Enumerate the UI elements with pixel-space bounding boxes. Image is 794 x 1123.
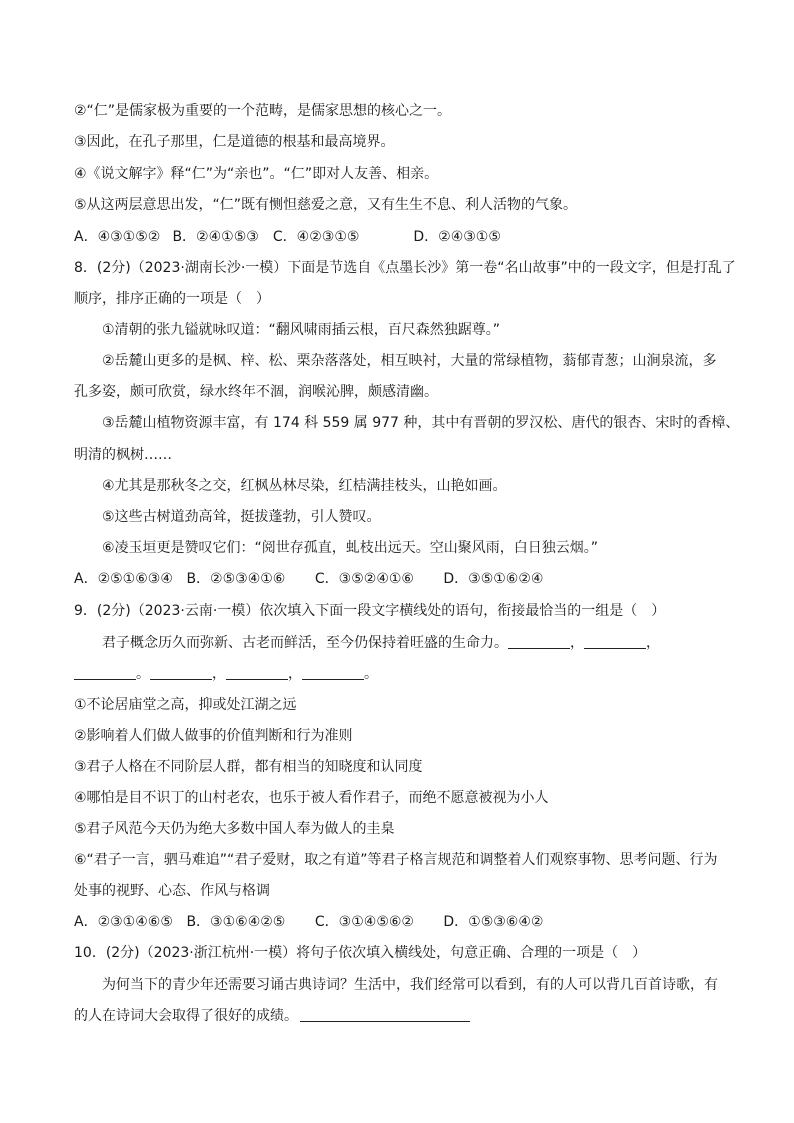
q7-option-c[interactable]: C．④②③①⑤ xyxy=(272,229,360,245)
q9-passage-line-2: 。 ， ， 。 xyxy=(74,665,378,683)
q9-blank-6[interactable] xyxy=(302,665,364,680)
q7-item-5: ⑤从这两层意思出发，“仁”既有恻怛慈爱之意，又有生生不息、利人活物的气象。 xyxy=(74,197,578,213)
q9-blank-3[interactable] xyxy=(74,665,136,680)
q8-item-2: ②岳麓山更多的是枫、梓、松、栗杂落落处，相互映衬，大量的常绿植物，蓊郁青葱；山涧泉流，多 xyxy=(102,353,717,369)
q9-blank-1[interactable] xyxy=(508,634,570,649)
q10-blank[interactable] xyxy=(300,1007,470,1022)
q8-options xyxy=(74,570,543,588)
q8-item-1: ①清朝的张九镒就咏叹道：“翻风啸雨插云根，百尺森然独踞尊。” xyxy=(102,322,501,338)
q9-option-d[interactable]: D．①⑤③⑥④② xyxy=(443,914,544,930)
q8-option-d[interactable]: D．③⑤①⑥②④ xyxy=(443,571,544,587)
q9-option-b[interactable]: B．③①⑥④②⑤ xyxy=(186,914,286,930)
q8-stem-line-1: 8．(2分)（2023·湖南长沙·一模）下面是节选自《点墨长沙》第一卷“名山故事”中的一段文字，但是打乱了 xyxy=(74,260,736,276)
q7-options xyxy=(74,228,501,246)
q9-blank-4[interactable] xyxy=(150,665,212,680)
q9-blank-2[interactable] xyxy=(584,634,646,649)
q9-option-a[interactable]: A．②③①④⑥⑤ xyxy=(74,914,173,930)
q8-item-4: ④尤其是那秋冬之交，红枫丛林尽染，红桔满挂枝头，山艳如画。 xyxy=(102,478,507,494)
q9-passage-text: 君子概念历久而弥新、古老而鲜活，至今仍保持着旺盛的生命力。 xyxy=(102,635,508,651)
q10-passage-line-2: 的人在诗词大会取得了很好的成绩。 xyxy=(74,1007,470,1025)
q8-item-6: ⑥凌玉垣更是赞叹它们：“阅世存孤直，虬枝出远天。空山聚风雨，白日独云烟。” xyxy=(102,540,599,556)
q8-option-b[interactable]: B．②⑤③④①⑥ xyxy=(186,571,286,587)
q8-item-2-cont: 孔多姿，颇可欣赏，绿水终年不涸，润喉沁脾，颇感清幽。 xyxy=(74,384,438,400)
q9-item-4: ④哪怕是目不识丁的山村老农，也乐于被人看作君子，而绝不愿意被视为小人 xyxy=(74,790,549,806)
q9-passage-line-1: 君子概念历久而弥新、古老而鲜活，至今仍保持着旺盛的生命力。 ， ， xyxy=(102,635,660,651)
q8-item-5: ⑤这些古树道劲高耸，挺拔蓬勃，引人赞叹。 xyxy=(102,509,381,525)
q7-option-b[interactable]: B．②④①⑤③ xyxy=(172,229,259,245)
q7-item-3: ③因此，在孔子那里，仁是道德的根基和最高境界。 xyxy=(74,134,395,150)
q8-option-a[interactable]: A．②⑤①⑥③④ xyxy=(74,571,173,587)
q9-item-6: ⑥“君子一言，驷马难追”“君子爱财，取之有道”等君子格言规范和调整着人们观察事物、思考问题、行为 xyxy=(74,852,718,868)
q10-stem: 10．(2分)（2023·浙江杭州·一模）将句子依次填入横线处，句意正确、合理的一项是（ ） xyxy=(74,945,647,961)
q9-item-6-cont: 处事的视野、心态、作风与格调 xyxy=(74,883,270,899)
q7-item-2: ②“仁”是儒家极为重要的一个范畴，是儒家思想的核心之一。 xyxy=(74,103,452,119)
q9-item-2: ②影响着人们做人做事的价值判断和行为准则 xyxy=(74,728,353,744)
q9-stem: 9．(2分)（2023·云南·一模）依次填入下面一段文字横线处的语句，衔接最恰当的一组是（ ） xyxy=(74,603,666,619)
q8-option-c[interactable]: C．③⑤②④①⑥ xyxy=(314,571,414,587)
q9-item-5: ⑤君子风范今天仍为绝大多数中国人奉为做人的圭臬 xyxy=(74,821,395,837)
q8-item-3-cont: 明清的枫树…… xyxy=(74,447,172,463)
q9-item-1: ①不论居庙堂之高，抑或处江湖之远 xyxy=(74,697,297,713)
q8-item-3: ③岳麓山植物资源丰富，有 174 科 559 属 977 种，其中有晋朝的罗汉松、唐代的银杏、宋时的香樟、 xyxy=(102,415,740,431)
q9-option-c[interactable]: C．③①④⑤⑥② xyxy=(314,914,414,930)
q10-passage-line-1: 为何当下的青少年还需要习诵古典诗词？生活中，我们经常可以看到，有的人可以背几百首诗歌，有 xyxy=(102,977,718,993)
q7-option-a[interactable]: A．④③①⑤② xyxy=(74,229,161,245)
q9-options xyxy=(74,913,543,931)
q9-blank-5[interactable] xyxy=(226,665,288,680)
q8-stem-line-2: 顺序，排序正确的一项是（ ） xyxy=(74,291,270,307)
q9-item-3: ③君子人格在不同阶层人群，都有相当的知晓度和认同度 xyxy=(74,759,423,775)
q7-item-4: ④《说文解字》释“仁”为“亲也”。“仁”即对人友善、相亲。 xyxy=(74,166,439,182)
q7-option-d[interactable]: D．②④③①⑤ xyxy=(413,229,501,245)
